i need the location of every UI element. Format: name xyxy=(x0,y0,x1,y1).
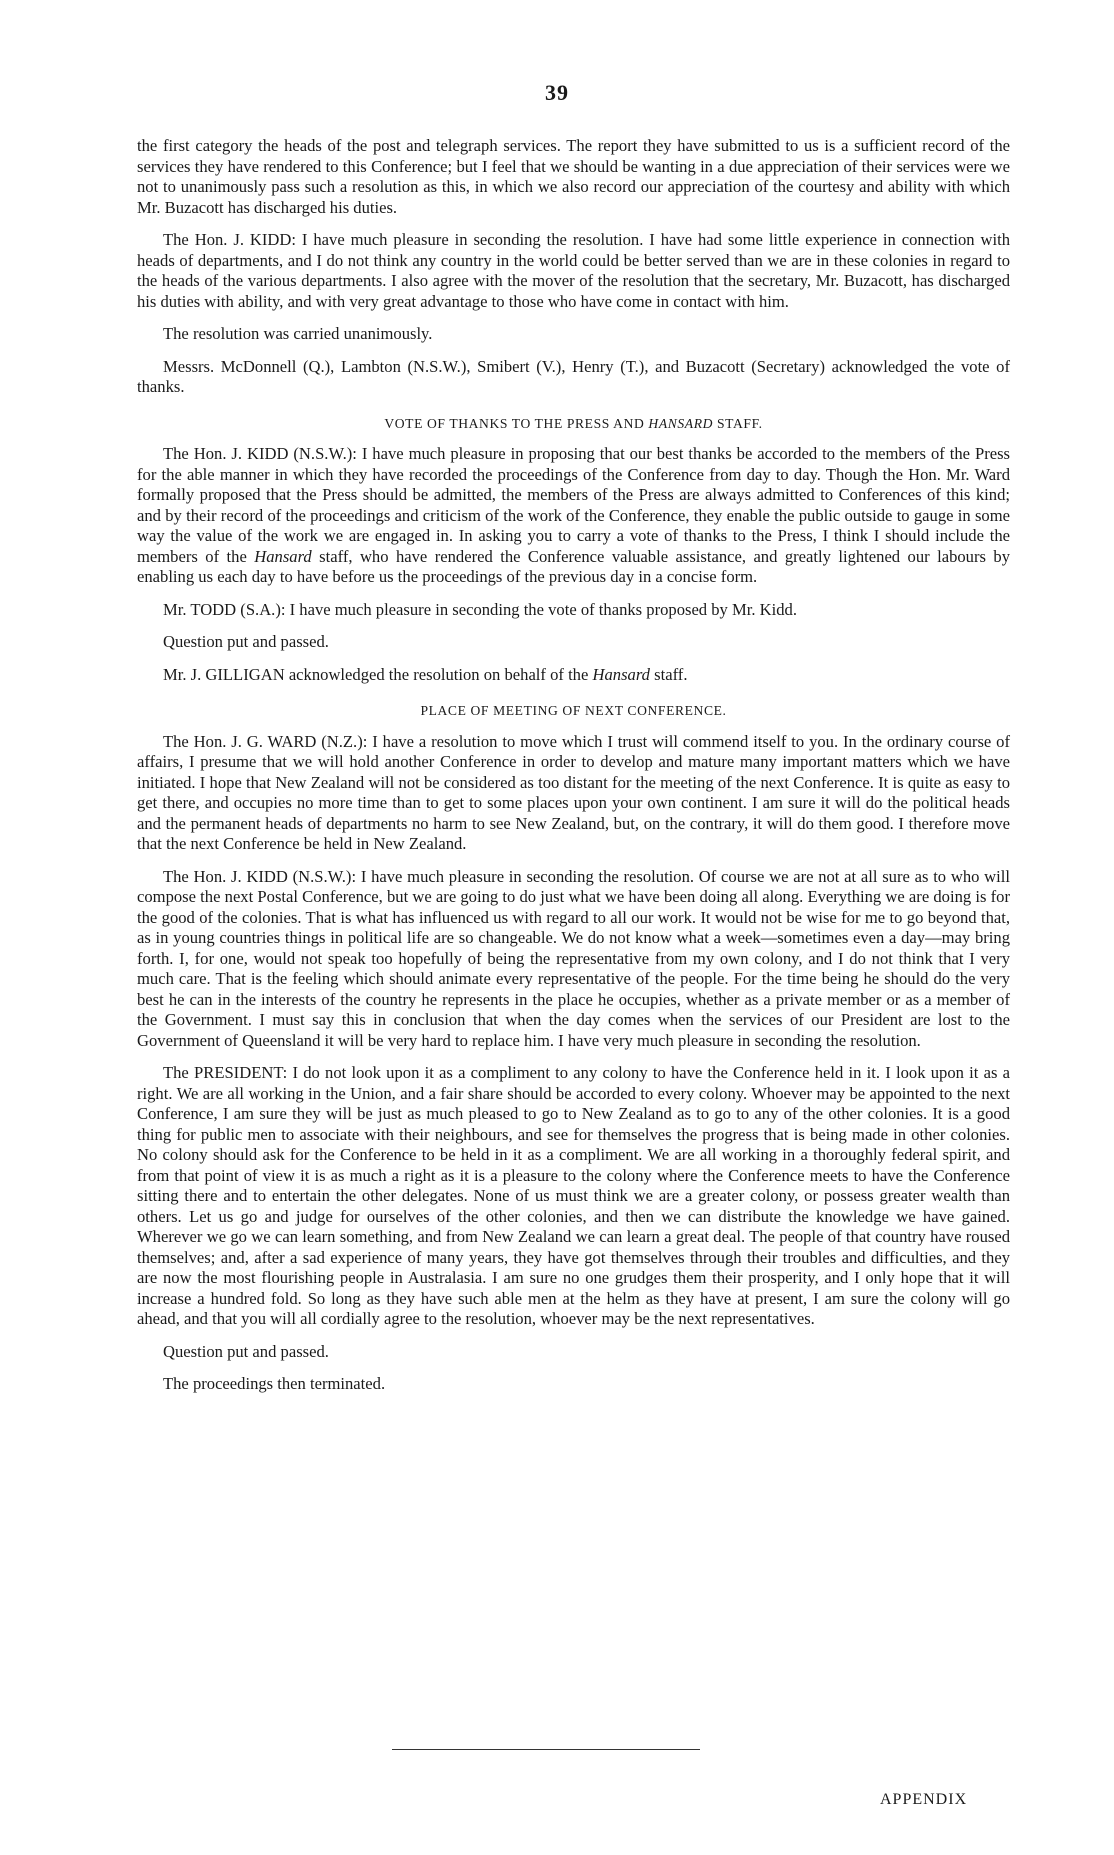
paragraph-gilligan-acknowledgement: Mr. J. GILLIGAN acknowledged the resolution on behalf of the Hansard staff. xyxy=(163,664,688,684)
catchword: APPENDIX xyxy=(880,1791,968,1808)
paragraph-question-passed: Question put and passed. xyxy=(163,632,329,651)
paragraph-president-remarks: The PRESIDENT: I do not look upon it as a compliment to any colony to have the Conference held in it. I look upon it as a right. We are all working in the Union, and a fair share should be accorded to every colony. Whoever may be appointed to the next Conference, I am sure they will be just as much pleased to go to New Zealand as to go to any of the other colonies. It is a good thing for public men to associate with their neighbours, and see for themselves the progress that is being made in other colonies. No colony should ask for the Conference to be held in it as a compliment. We are all working in a thoroughly federal spirit, and from that point of view it is as much a right as it is a pleasure to the colony where the Conference meets to have the Conference sitting there and to entertain the other delegates. None of us must think we are a greater colony, or possess greater wealth than others. Let us go and judge for ourselves of the other colonies, and then we can distribute the knowledge we have gained. Wherever we go we can learn something, and from New Zealand we can learn a great deal. The people of that country have roused themselves; and, after a sad experience of many years, they have got themselves through their troubles and difficulties, and they are now the most flourishing people in Australasia. I am sure no one grudges them their prosperity, and I only hope that it will increase a hundred fold. So long as they have such able men at the helm as they have at present, I am sure the colony will go ahead, and that you will all cordially agree to the resolution, whoever may be the next representatives. xyxy=(137,1063,1010,1328)
paragraph-question-passed-final: Question put and passed. xyxy=(163,1341,329,1361)
section-heading-next-conference: PLACE OF MEETING OF NEXT CONFERENCE. xyxy=(420,703,727,718)
closing-rule xyxy=(392,1749,700,1750)
paragraph-acknowledgement: Messrs. McDonnell (Q.), Lambton (N.S.W.), Smibert (V.), Henry (T.), and Buzacott (Secretary) acknowledged the vote of thanks. xyxy=(137,356,1010,396)
paragraph-kidd-press-thanks: The Hon. J. KIDD (N.S.W.): I have much pleasure in proposing that our best thanks be accorded to the members of the Press for the able manner in which they have recorded the proceedings of the Conference from day to day. Though the Hon. Mr. Ward formally proposed that the Press should be admitted, the members of the Press are always admitted to Conferences of this kind; and by their record of the proceedings and criticism of the work of the Conference, they enable the public outside to gauge in some way the value of the work we are engaged in. In asking you to carry a vote of thanks to the Press, I think I should include the members of the Hansard staff, who have rendered the Conference valuable assistance, and greatly lightened our labours by enabling us each day to have before us the proceedings of the previous day in a concise form. xyxy=(137,444,1010,586)
section-heading-press-thanks: VOTE OF THANKS TO THE PRESS AND HANSARD STAFF. xyxy=(384,415,763,431)
paragraph-kidd-seconding: The Hon. J. KIDD: I have much pleasure in seconding the resolution. I have had some little experience in connection with heads of departments, and I do not think any country in the world could be better served than we are in these colonies in regard to the heads of the various departments. I also agree with the mover of the resolution that the secretary, Mr. Buzacott, has discharged his duties with ability, and with very great advantage to those who have come in contact with him. xyxy=(137,230,1010,311)
paragraph-resolution-carried: The resolution was carried unanimously. xyxy=(163,324,433,343)
page-number: 39 xyxy=(545,80,569,105)
paragraph-todd-seconding: Mr. TODD (S.A.): I have much pleasure in seconding the vote of thanks proposed by Mr. Kidd. xyxy=(163,599,797,619)
document-body xyxy=(137,136,1010,1407)
paragraph-continuation: the first category the heads of the post and telegraph services. The report they have submitted to us is a sufficient record of the services they have rendered to this Conference; but I feel that we should be wanting in a due appreciation of their services were we not to unanimously pass such a resolution as this, in which we also record our appreciation of the courtesy and ability with which Mr. Buzacott has discharged his duties. xyxy=(137,136,1010,217)
paragraph-proceedings-terminated: The proceedings then terminated. xyxy=(163,1374,386,1393)
paragraph-kidd-seconding-motion: The Hon. J. KIDD (N.S.W.): I have much pleasure in seconding the resolution. Of course we are not at all sure as to who will compose the next Postal Conference, but we are going to do just what we have been doing all along. Everything we are doing is for the good of the colonies. That is what has influenced us with regard to all our work. It would not be wise for me to go beyond that, as in young countries things in political life are so changeable. We do not know what a week—sometimes even a day—may bring forth. I, for one, would not speak too hopefully of being the representative from my own colony, and I do not think that I very much care. That is the feeling which should animate every representative of the people. For the time being he should do the very best he can in the interests of the country he represents in the place he occupies, whether as a private member or as a member of the Government. I must say this in conclusion that when the day comes when the services of our President are lost to the Government of Queensland it will be very hard to replace him. I have very much pleasure in seconding the resolution. xyxy=(137,866,1010,1050)
paragraph-ward-motion: The Hon. J. G. WARD (N.Z.): I have a resolution to move which I trust will commend itself to you. In the ordinary course of affairs, I presume that we will hold another Conference in order to develop and mature many important matters which we have initiated. I hope that New Zealand will not be considered as too distant for the meeting of the next Conference. It is quite as easy to get there, and occupies no more time than to get to some places upon your own continent. I am sure it will do the political heads and the permanent heads of departments no harm to see New Zealand, but, on the contrary, it will do them good. I therefore move that the next Conference be held in New Zealand. xyxy=(137,731,1010,853)
